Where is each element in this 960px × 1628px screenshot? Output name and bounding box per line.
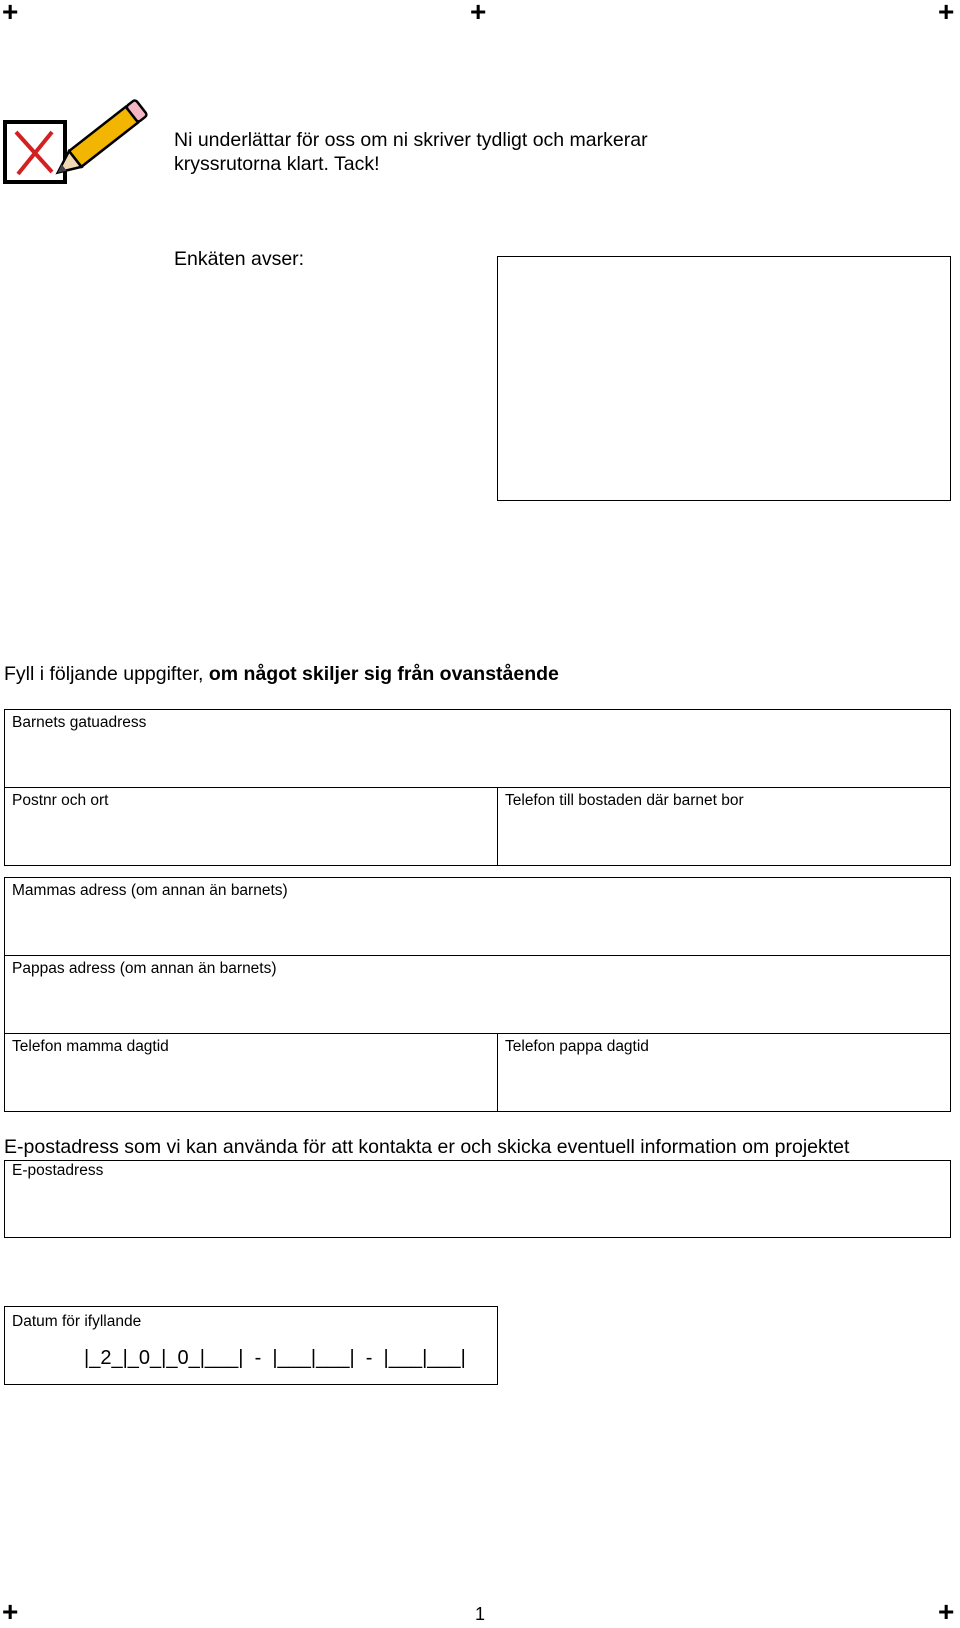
instruction-text [174, 128, 734, 176]
instruction-line-1: Ni underlättar för oss om ni skriver tydligt och markerar [174, 129, 648, 151]
survey-label: Enkäten avser: [174, 248, 305, 270]
street-address-field[interactable] [4, 709, 951, 788]
registration-mark-icon: + [470, 0, 487, 27]
instruction-line-2: kryssrutorna klart. Tack! [174, 153, 380, 175]
date-label: Datum för ifyllande [12, 1313, 142, 1330]
survey-target-box[interactable] [497, 256, 951, 501]
registration-mark-icon: + [938, 1596, 955, 1627]
father-address-label: Pappas adress (om annan än barnets) [12, 960, 277, 977]
date-field[interactable] [4, 1306, 498, 1385]
registration-mark-icon: + [938, 0, 955, 27]
section-heading-bold: om något skiljer sig från ovanstående [208, 663, 559, 685]
father-address-field[interactable] [4, 955, 951, 1034]
section-heading [4, 663, 559, 686]
section-heading-normal: Fyll i följande uppgifter, [4, 663, 209, 685]
email-field[interactable] [4, 1160, 951, 1238]
postal-code-city-field[interactable] [4, 787, 498, 866]
home-phone-label: Telefon till bostaden där barnet bor [505, 792, 744, 809]
mother-phone-field[interactable] [4, 1033, 498, 1112]
page-number: 1 [475, 1604, 486, 1624]
street-address-label: Barnets gatuadress [12, 714, 147, 731]
checkbox-pencil-icon [2, 86, 160, 186]
mother-address-label: Mammas adress (om annan än barnets) [12, 882, 288, 899]
email-label: E-postadress [12, 1162, 104, 1179]
mother-address-field[interactable] [4, 877, 951, 956]
registration-mark-icon: + [2, 0, 19, 27]
email-heading: E-postadress som vi kan använda för att kontakta er och skicka eventuell information om projektet [4, 1136, 850, 1158]
date-entry-template[interactable]: |_2_|_0_|_0_|___| - |___|___| - |___|___| [84, 1347, 466, 1369]
registration-mark-icon: + [2, 1596, 19, 1627]
father-phone-label: Telefon pappa dagtid [505, 1038, 649, 1055]
home-phone-field[interactable] [497, 787, 951, 866]
postal-code-city-label: Postnr och ort [12, 792, 109, 809]
father-phone-field[interactable] [497, 1033, 951, 1112]
mother-phone-label: Telefon mamma dagtid [12, 1038, 169, 1055]
